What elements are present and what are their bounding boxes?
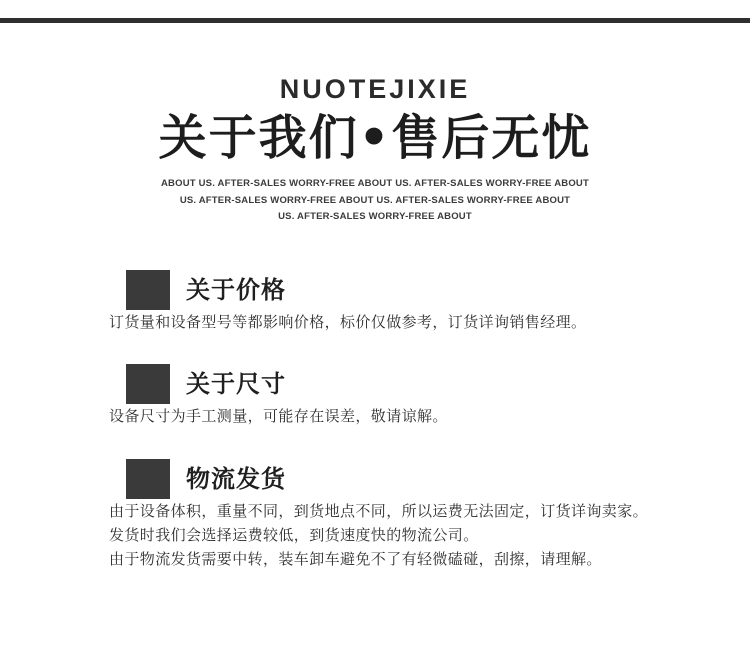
section-line: 发货时我们会选择运费较低，到货速度快的物流公司。 [109, 525, 479, 544]
brand-pinyin: NUOTEJIXIE [279, 74, 471, 104]
page-header [0, 74, 750, 226]
section-title: 关于价格 [186, 276, 286, 304]
section-header [64, 457, 750, 499]
page-title: 关于我们•售后无忧 [158, 110, 592, 166]
square-bullet-icon [126, 270, 170, 310]
square-bullet-icon [126, 459, 170, 499]
section-line: 由于物流发货需要中转，装车卸车避免不了有轻微磕碰，刮擦，请理解。 [109, 550, 602, 569]
top-divider [0, 18, 750, 23]
section-size [0, 362, 750, 428]
section-price [0, 268, 750, 334]
section-body [64, 310, 750, 334]
section-line: 设备尺寸为手工测量，可能存在误差，敬请谅解。 [109, 407, 448, 426]
section-title: 关于尺寸 [186, 370, 286, 399]
section-header [64, 268, 750, 310]
sections-list [0, 268, 750, 599]
header-subtitle [0, 176, 750, 226]
header-subtitle-line: ABOUT US. AFTER-SALES WORRY-FREE ABOUT US. AFTER-SALES WORRY-FREE ABOUT [161, 178, 589, 190]
section-line: 由于设备体积，重量不同，到货地点不同，所以运费无法固定，订货详询卖家。 [109, 501, 649, 520]
section-line: 订货量和设备型号等都影响价格，标价仅做参考，订货详询销售经理。 [109, 313, 587, 331]
square-bullet-icon [126, 364, 170, 404]
section-header [64, 362, 750, 404]
section-body [64, 404, 750, 428]
header-subtitle-line: US. AFTER-SALES WORRY-FREE ABOUT US. AFTER-SALES WORRY-FREE ABOUT [179, 194, 571, 206]
section-logistics [0, 457, 750, 572]
header-subtitle-line: US. AFTER-SALES WORRY-FREE ABOUT [278, 211, 472, 223]
section-title: 物流发货 [186, 464, 286, 493]
section-body [64, 499, 750, 572]
